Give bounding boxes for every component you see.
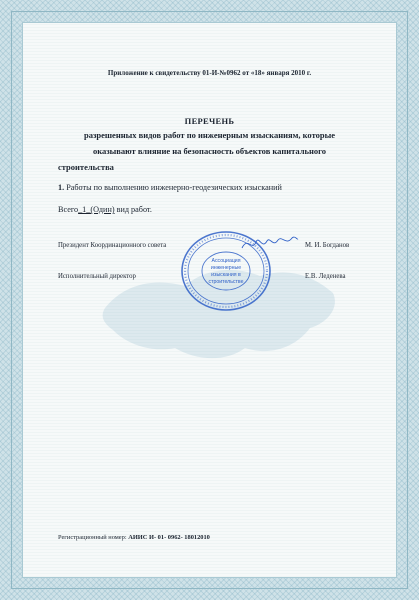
stamp-line-3: изыскания в bbox=[211, 272, 241, 278]
work-item-number: 1. bbox=[58, 183, 65, 192]
appendix-header: Приложение к свидетельству 01-И-№0962 от «18» января 2010 г. bbox=[107, 69, 312, 77]
subtitle-line-2: оказывают влияние на безопасность объектов капитального bbox=[92, 146, 327, 156]
subtitle-line-1: разрешенных видов работ по инженерным изысканиям, которые bbox=[83, 130, 336, 140]
registration-value: АИИС И- 01- 0962- 18012010 bbox=[128, 534, 210, 541]
signatory-role-president: Президент Координационного совета bbox=[58, 242, 167, 249]
stamp-line-2: инженерные bbox=[210, 265, 242, 271]
signatory-role-director: Исполнительный директор bbox=[58, 273, 136, 280]
signatory-name-director: Е.В. Леденева bbox=[305, 273, 346, 280]
registration-number bbox=[58, 534, 210, 541]
work-item bbox=[58, 183, 282, 192]
signatory-name-president: М. И. Богданов bbox=[305, 242, 350, 249]
document-title: ПЕРЕЧЕНЬ bbox=[184, 116, 235, 126]
total-line bbox=[58, 205, 152, 214]
total-suffix: вид работ. bbox=[114, 205, 152, 214]
registration-label: Регистрационный номер: bbox=[58, 534, 129, 541]
handwritten-signature bbox=[240, 232, 300, 254]
total-prefix: Всего bbox=[58, 205, 79, 214]
total-count: _1_(Один) bbox=[78, 205, 115, 214]
subtitle-line-3: строительства bbox=[58, 162, 114, 172]
stamp-line-4: строительстве bbox=[208, 279, 244, 285]
stamp-line-1: Ассоциация bbox=[211, 258, 241, 264]
work-item-text: Работы по выполнению инженерно-геодезических изысканий bbox=[66, 183, 282, 192]
